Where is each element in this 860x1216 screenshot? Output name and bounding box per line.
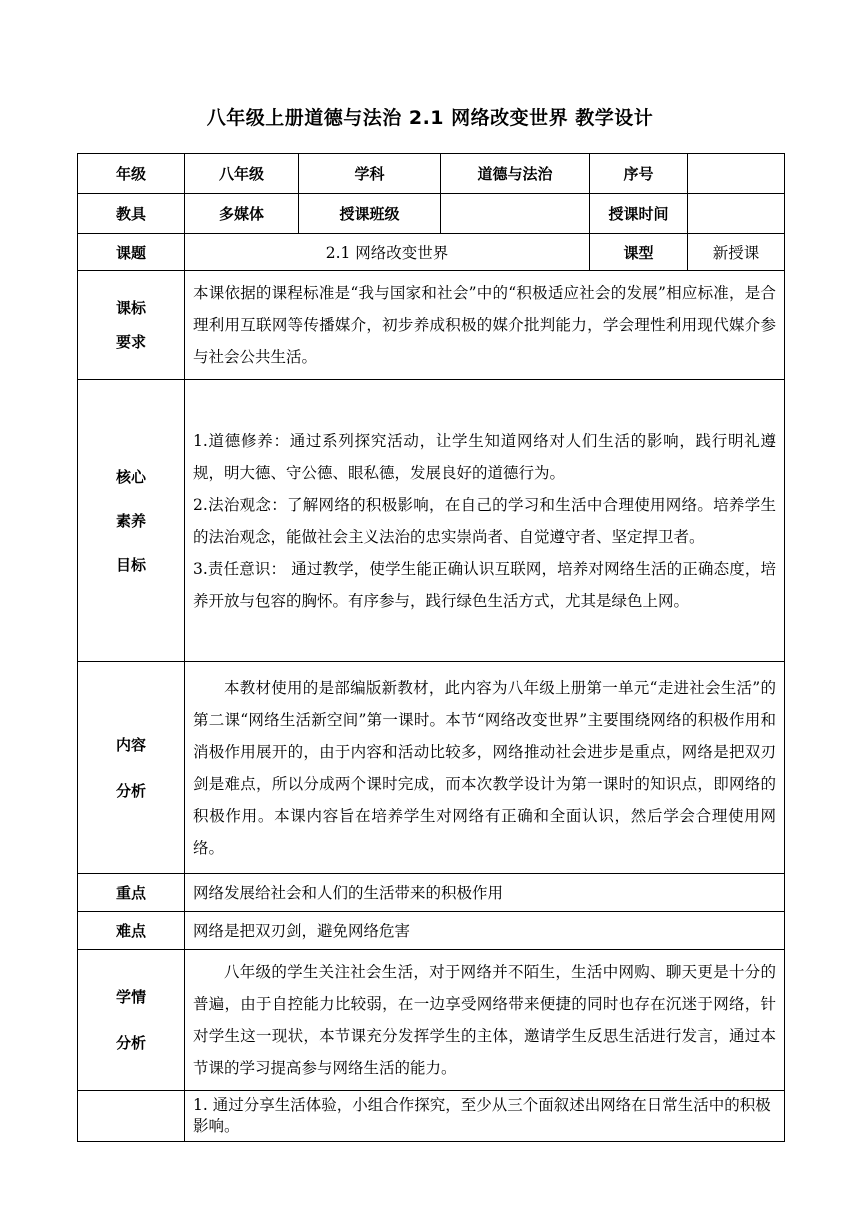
core-label-1: 核心 — [115, 467, 146, 486]
subject-value: 道德与法治 — [441, 154, 590, 194]
students-text: 八年级的学生关注社会生活，对于网络并不陌生，生活中网购、聊天更是十分的普遍，由于自控能力比较弱，在一边享受网络带来便捷的同时也存在沉迷于网络，针对学生这一现状，本节课充分发挥学生的主体，邀请学生反思生活进行发言，通过本节课的学习提高参与网络生活的能力。 — [185, 950, 785, 1091]
content-row — [78, 662, 785, 874]
header-row — [78, 154, 785, 194]
difficulty-row — [78, 912, 785, 950]
type-value: 新授课 — [688, 234, 785, 271]
key-point-row — [78, 874, 785, 912]
content-label — [78, 662, 185, 874]
core-item-3: 3.责任意识： 通过教学，使学生能正确认识互联网，培养对网络生活的正确态度，培养开放与包容的胸怀。有序参与，践行绿色生活方式，尤其是绿色上网。 — [193, 559, 776, 610]
key-point-text: 网络发展给社会和人们的生活带来的积极作用 — [185, 874, 785, 912]
goals-row — [78, 1091, 785, 1142]
content-label-1: 内容 — [115, 735, 146, 754]
page-title: 八年级上册道德与法治 2.1 网络改变世界 教学设计 — [206, 107, 654, 129]
standards-label-2: 要求 — [115, 333, 146, 351]
tools-label: 教具 — [78, 194, 185, 234]
standards-text: 本课依据的课程标准是“我与国家和社会”中的“积极适应社会的发展”相应标准，是合理利用互联网等传播媒介，初步养成积极的媒介批判能力，学会理性利用现代媒介参与社会公共生活。 — [185, 271, 785, 380]
topic-label: 课题 — [78, 234, 185, 271]
goals-item-1: 1. 通过分享生活体验，小组合作探究，至少从三个面叙述出网络在日常生活中的积极影响。 — [185, 1091, 785, 1142]
standards-label-1: 课标 — [115, 299, 146, 317]
students-label-2: 分析 — [115, 1034, 146, 1052]
standards-label — [78, 271, 185, 380]
core-label — [78, 380, 185, 662]
core-label-2: 素养 — [115, 511, 146, 530]
class-value — [441, 194, 590, 234]
seq-label: 序号 — [590, 154, 688, 194]
students-label — [78, 950, 185, 1091]
key-point-label: 重点 — [78, 874, 185, 912]
time-value — [688, 194, 785, 234]
difficulty-label: 难点 — [78, 912, 185, 950]
content-text: 本教材使用的是部编版新教材，此内容为八年级上册第一单元“走进社会生活”的第二课“网络生活新空间”第一课时。本节“网络改变世界”主要围绕网络的积极作用和消极作用展开的，由于内容和活动比较多，网络推动社会进步是重点，网络是把双刃剑是难点，所以分成两个课时完成，而本次教学设计为第一课时的知识点，即网络的积极作用。本课内容旨在培养学生对网络有正确和全面认识，然后学会合理使用网络。 — [185, 662, 785, 874]
topic-row — [78, 234, 785, 271]
core-item-2: 2.法治观念：了解网络的积极影响，在自己的学习和生活中合理使用网络。培养学生的法治观念，能做社会主义法治的忠实崇尚者、自觉遵守者、坚定捍卫者。 — [193, 495, 776, 546]
content-label-2: 分析 — [115, 781, 146, 800]
difficulty-text: 网络是把双刃剑，避免网络危害 — [185, 912, 785, 950]
standards-row — [78, 271, 785, 380]
tools-row — [78, 194, 785, 234]
tools-value: 多媒体 — [185, 194, 299, 234]
grade-label: 年级 — [78, 154, 185, 194]
goals-label — [78, 1091, 185, 1142]
lesson-plan-table — [77, 153, 785, 1142]
class-label: 授课班级 — [299, 194, 441, 234]
students-label-1: 学情 — [115, 988, 146, 1006]
time-label: 授课时间 — [590, 194, 688, 234]
topic-value: 2.1 网络改变世界 — [185, 234, 590, 271]
core-row — [78, 380, 785, 662]
students-row — [78, 950, 785, 1091]
subject-label: 学科 — [299, 154, 441, 194]
core-item-1: 1.道德修养：通过系列探究活动，让学生知道网络对人们生活的影响，践行明礼遵规，明大德、守公德、眼私德，发展良好的道德行为。 — [193, 431, 776, 482]
seq-value — [688, 154, 785, 194]
core-text — [185, 380, 785, 662]
type-label: 课型 — [590, 234, 688, 271]
core-label-3: 目标 — [115, 555, 146, 574]
grade-value: 八年级 — [185, 154, 299, 194]
